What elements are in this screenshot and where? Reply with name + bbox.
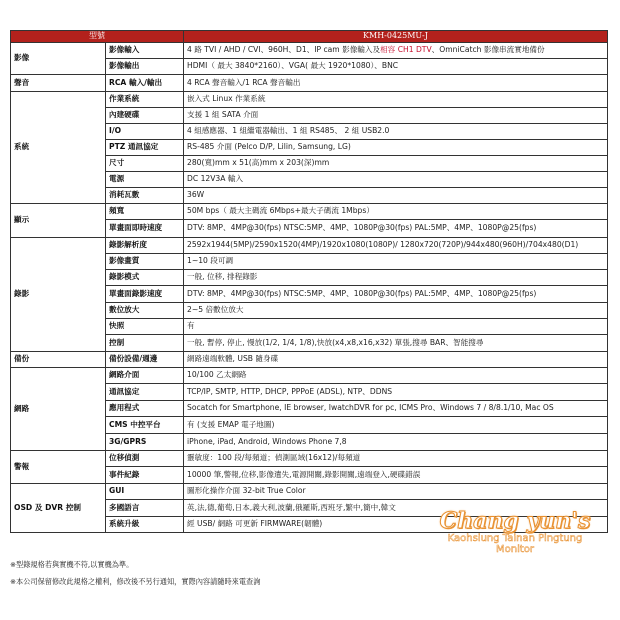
spec-value-text: DTV: 8MP、4MP@30(fps) NTSC:5MP、4MP、1080P@30(fps) PAL:5MP、4MP、1080P@25(fps) xyxy=(187,223,537,233)
spec-value xyxy=(184,59,608,75)
spec-value-text: 10000 筆,警報,位移,影像遺失,電源開關,錄影開關,遠端登入,硬碟錯誤 xyxy=(187,469,421,479)
spec-value-text: 經 USB/ 網路 可更新 FIRMWARE(韌體) xyxy=(187,519,323,529)
spec-label: 單畫面錄影速度 xyxy=(106,286,184,303)
spec-value xyxy=(184,451,608,467)
spec-value xyxy=(184,335,608,352)
spec-value xyxy=(184,500,608,517)
spec-label: 網路介面 xyxy=(106,368,184,384)
spec-row xyxy=(11,484,608,500)
category-label: 顯示 xyxy=(11,204,106,238)
spec-label: 尺寸 xyxy=(106,156,184,172)
spec-value xyxy=(184,75,608,92)
spec-label: 影像輸出 xyxy=(106,59,184,75)
spec-label: GUI xyxy=(106,484,184,500)
spec-value xyxy=(184,92,608,108)
category-label: 影像 xyxy=(11,43,106,75)
footnote-disclaimer: ※型錄規格若與實機不符,以實機為準。 xyxy=(10,560,134,569)
watermark-word: Monitor xyxy=(495,544,534,555)
spec-label: 系統升級 xyxy=(106,517,184,533)
spec-value-text: 1~10 段可調 xyxy=(187,256,234,266)
spec-value-text: 4 路 TVI / AHD / CVI、960H、D1、IP cam 影像輸入及 xyxy=(187,45,381,55)
spec-label: 備份設備/週邊 xyxy=(106,352,184,368)
spec-value-text: 網路遠端軟體, USB 隨身碟 xyxy=(187,354,279,364)
spec-value xyxy=(184,368,608,384)
watermark-brand: Chang yun's xyxy=(439,508,591,534)
spec-value xyxy=(184,108,608,124)
spec-value-text: 圖形化操作介面 32-bit True Color xyxy=(187,486,306,496)
watermark-cities: Kaohsiung Tainan Pingtung xyxy=(447,533,583,544)
spec-value xyxy=(184,188,608,204)
spec-value-text: 有 (支援 EMAP 電子地圖) xyxy=(187,419,275,429)
spec-value-text: 280(寬)mm x 51(高)mm x 203(深)mm xyxy=(187,158,330,168)
spec-value-text-after: 、OmniCatch 影像串流實地備份 xyxy=(431,45,545,55)
category-label: 系統 xyxy=(11,92,106,204)
spec-label: 多國語言 xyxy=(106,500,184,517)
spec-value-text: RS-485 介面 (Pelco D/P, Lilin, Samsung, LG) xyxy=(187,142,351,152)
footnote-rights: ※本公司保留修改此規格之權利，修改後不另行通知，實際內容請隨時來電查詢 xyxy=(10,577,261,586)
spec-label: CMS 中控平台 xyxy=(106,417,184,434)
spec-row xyxy=(11,92,608,108)
spec-value xyxy=(184,517,608,533)
spec-value xyxy=(184,384,608,401)
spec-label: 單畫面即時速度 xyxy=(106,220,184,238)
spec-label: 數位放大 xyxy=(106,303,184,319)
spec-label: RCA 輸入/輸出 xyxy=(106,75,184,92)
spec-value xyxy=(184,156,608,172)
spec-value-text: Socatch for Smartphone, IE browser, IwatchDVR for pc, ICMS Pro、Windows 7 / 8/8.1/10, Mac OS xyxy=(187,403,554,413)
spec-label: 位移偵測 xyxy=(106,451,184,467)
spec-value-text: 一般, 位移, 排程錄影 xyxy=(187,272,258,282)
spec-label: 消耗瓦數 xyxy=(106,188,184,204)
category-label: 聲音 xyxy=(11,75,106,92)
spec-value xyxy=(184,270,608,286)
spec-value-text: 靈敏度：100 段/每頻道；偵測區域(16x12)/每頻道 xyxy=(187,453,361,463)
category-label: OSD 及 DVR 控制 xyxy=(11,484,106,533)
spec-label: 3G/GPRS xyxy=(106,434,184,451)
spec-value xyxy=(184,484,608,500)
spec-value-text: 2~5 倍數位放大 xyxy=(187,305,244,315)
spec-value xyxy=(184,467,608,484)
category-label: 錄影 xyxy=(11,238,106,352)
spec-label: 影像畫質 xyxy=(106,254,184,270)
spec-value-text: 英,法,德,葡萄,日本,義大利,波蘭,俄羅斯,西班牙,繁中,簡中,韓文 xyxy=(187,502,396,512)
spec-row xyxy=(11,204,608,220)
spec-value xyxy=(184,172,608,188)
spec-value xyxy=(184,319,608,335)
spec-value-text: 嵌入式 Linux 作業系統 xyxy=(187,94,266,104)
spec-value xyxy=(184,352,608,368)
spec-value xyxy=(184,254,608,270)
table-header-row xyxy=(11,31,608,43)
spec-label: I/O xyxy=(106,124,184,140)
category-label: 網路 xyxy=(11,368,106,451)
category-label: 備份 xyxy=(11,352,106,368)
header-model-number: KMH-0425MU-J xyxy=(184,31,608,43)
spec-value xyxy=(184,286,608,303)
spec-row xyxy=(11,75,608,92)
spec-value-highlight: 相容 CH1 DTV xyxy=(380,45,432,55)
spec-value-text: 36W xyxy=(187,190,205,200)
spec-value xyxy=(184,434,608,451)
spec-label: 頻寬 xyxy=(106,204,184,220)
spec-value-text: iPhone, iPad, Android, Windows Phone 7,8 xyxy=(187,436,347,446)
spec-value xyxy=(184,204,608,220)
spec-label: 快照 xyxy=(106,319,184,335)
spec-body xyxy=(11,43,608,533)
spec-value-text: DTV: 8MP、4MP@30(fps) NTSC:5MP、4MP、1080P@30(fps) PAL:5MP、4MP、1080P@25(fps) xyxy=(187,288,537,298)
spec-label: PTZ 通訊協定 xyxy=(106,140,184,156)
spec-row xyxy=(11,451,608,467)
spec-label: 影像輸入 xyxy=(106,43,184,59)
spec-label: 通訊協定 xyxy=(106,384,184,401)
spec-label: 應用程式 xyxy=(106,401,184,417)
spec-value-text: 4 組感應器、1 組繼電器輸出、1 組 RS485、 2 組 USB2.0 xyxy=(187,126,390,136)
spec-label: 控制 xyxy=(106,335,184,352)
spec-value-text: 4 RCA 聲音輸入/1 RCA 聲音輸出 xyxy=(187,77,301,87)
spec-value-text: 有 xyxy=(187,321,195,331)
spec-row xyxy=(11,238,608,254)
spec-row xyxy=(11,43,608,59)
spec-table xyxy=(10,30,608,533)
spec-value-text: DC 12V3A 輸入 xyxy=(187,174,244,184)
spec-label: 內建硬碟 xyxy=(106,108,184,124)
spec-value xyxy=(184,401,608,417)
spec-label: 事件紀錄 xyxy=(106,467,184,484)
spec-value-text: TCP/IP, SMTP, HTTP, DHCP, PPPoE (ADSL), NTP、DDNS xyxy=(187,386,393,396)
spec-value xyxy=(184,43,608,59)
spec-value-text: HDMI（ 最大 3840*2160）、VGA( 最大 1920*1080）、BNC xyxy=(187,61,399,71)
spec-row xyxy=(11,368,608,384)
spec-value-text: 2592x1944(5MP)/2590x1520(4MP)/1920x1080(1080P)/ 1280x720(720P)/944x480(960H)/704x480(D1) xyxy=(187,240,579,250)
spec-value xyxy=(184,220,608,238)
header-model-label: 型號 xyxy=(11,31,184,43)
spec-value-text: 10/100 乙太網路 xyxy=(187,370,247,380)
spec-value-text: 50M bps（ 最大主碼流 6Mbps+最大子碼流 1Mbps） xyxy=(187,206,374,216)
spec-value xyxy=(184,417,608,434)
spec-value xyxy=(184,124,608,140)
spec-value-text: 支援 1 組 SATA 介面 xyxy=(187,110,259,120)
category-label: 警報 xyxy=(11,451,106,484)
spec-value xyxy=(184,303,608,319)
spec-value-text: 一般, 暫停, 停止, 慢放(1/2, 1/4, 1/8),快放(x4,x8,x16,x32) 單張,搜尋 BAR、智能搜尋 xyxy=(187,337,484,347)
spec-label: 錄影模式 xyxy=(106,270,184,286)
spec-value xyxy=(184,140,608,156)
spec-value xyxy=(184,238,608,254)
spec-label: 錄影解析度 xyxy=(106,238,184,254)
spec-row xyxy=(11,352,608,368)
spec-label: 電源 xyxy=(106,172,184,188)
spec-label: 作業系統 xyxy=(106,92,184,108)
